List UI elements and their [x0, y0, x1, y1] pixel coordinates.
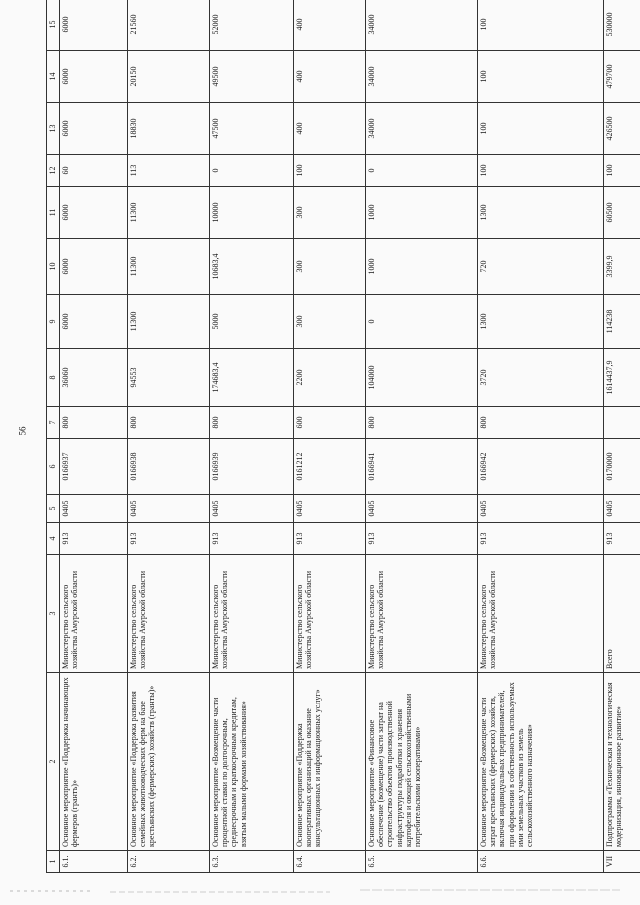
- value-cell: 100: [478, 0, 604, 51]
- header-cell: 7: [47, 407, 60, 439]
- value-cell: 6000: [60, 0, 128, 51]
- value-cell: 800: [478, 407, 604, 439]
- value-cell: 174683,4: [210, 349, 294, 407]
- value-cell: 10683,4: [210, 239, 294, 295]
- value-cell: 6000: [60, 239, 128, 295]
- agency-cell: Министерство сельского хозяйства Амурской области: [128, 555, 210, 673]
- value-cell: 1000: [366, 187, 478, 239]
- activity-name-cell: Основное мероприятие «Поддержка кооперативных организаций на оказание консультационных и информационных услуг»: [294, 673, 366, 851]
- header-cell: 8: [47, 349, 60, 407]
- value-cell: 114238: [604, 295, 640, 349]
- table-row: [478, 0, 604, 873]
- activity-name-cell: Основное мероприятие «Финансовое обеспечение (возмещение) части затрат на строительство объектов производственной инфраструктуры подработки и хранения картофеля и овощей сельскохозяйственными потребительскими кооперативами»: [366, 673, 478, 851]
- value-cell: 1000: [366, 239, 478, 295]
- value-cell: 113: [128, 155, 210, 187]
- table-row: [128, 0, 210, 873]
- value-cell: 913: [366, 523, 478, 555]
- value-cell: 20150: [128, 51, 210, 103]
- value-cell: 0405: [366, 495, 478, 523]
- value-cell: 0170000: [604, 439, 640, 495]
- header-cell: 14: [47, 51, 60, 103]
- value-cell: 400: [294, 0, 366, 51]
- activity-name-cell: Основное мероприятие «Возмещение части затрат крестьянских (фермерских) хозяйств, включая индивидуальных предпринимателей, при оформлении в собственность используемых ими земельных участков из земель сельскохозяйственного назначения»: [478, 673, 604, 851]
- table-body: [60, 0, 640, 873]
- value-cell: 0166939: [210, 439, 294, 495]
- value-cell: 300: [294, 295, 366, 349]
- table-row: [60, 0, 128, 873]
- header-cell: 9: [47, 295, 60, 349]
- agency-cell: Министерство сельского хозяйства Амурской области: [60, 555, 128, 673]
- value-cell: 52000: [210, 0, 294, 51]
- header-cell: 2: [47, 673, 60, 851]
- header-cell: 12: [47, 155, 60, 187]
- value-cell: 530000: [604, 0, 640, 51]
- agency-cell: Министерство сельского хозяйства Амурской области: [366, 555, 478, 673]
- agency-cell: Министерство сельского хозяйства Амурской области: [478, 555, 604, 673]
- value-cell: 0405: [604, 495, 640, 523]
- value-cell: 0166937: [60, 439, 128, 495]
- table-row: [294, 0, 366, 873]
- agency-cell: Министерство сельского хозяйства Амурской области: [294, 555, 366, 673]
- value-cell: 47500: [210, 103, 294, 155]
- scan-artifacts: [0, 885, 640, 897]
- value-cell: 800: [366, 407, 478, 439]
- table-row: [366, 0, 478, 873]
- value-cell: 800: [60, 407, 128, 439]
- value-cell: 11300: [128, 187, 210, 239]
- value-cell: [604, 407, 640, 439]
- value-cell: 300: [294, 187, 366, 239]
- value-cell: 800: [210, 407, 294, 439]
- value-cell: 0: [366, 155, 478, 187]
- value-cell: 6000: [60, 51, 128, 103]
- value-cell: 100: [294, 155, 366, 187]
- value-cell: 600: [294, 407, 366, 439]
- row-number-cell: 6.2.: [128, 851, 210, 873]
- value-cell: 913: [210, 523, 294, 555]
- value-cell: 49500: [210, 51, 294, 103]
- value-cell: 426500: [604, 103, 640, 155]
- rotated-table-container: [46, 12, 634, 873]
- header-cell: 4: [47, 523, 60, 555]
- value-cell: 6000: [60, 103, 128, 155]
- value-cell: 10000: [210, 187, 294, 239]
- value-cell: 479700: [604, 51, 640, 103]
- activity-name-cell: Основное мероприятие «Возмещение части процентной ставки по долгосрочным, среднесрочным и краткосрочным кредитам, взятым малыми формами хозяйствования»: [210, 673, 294, 851]
- value-cell: 300: [294, 239, 366, 295]
- value-cell: 913: [60, 523, 128, 555]
- activity-name-cell: Основное мероприятие «Поддержка начинающих фермеров (грантъ)»: [60, 673, 128, 851]
- value-cell: 800: [128, 407, 210, 439]
- value-cell: 0: [366, 295, 478, 349]
- value-cell: 34000: [366, 0, 478, 51]
- value-cell: 913: [294, 523, 366, 555]
- budget-table: [46, 0, 640, 873]
- header-cell: 5: [47, 495, 60, 523]
- value-cell: 2200: [294, 349, 366, 407]
- value-cell: 3720: [478, 349, 604, 407]
- value-cell: 94553: [128, 349, 210, 407]
- value-cell: 21560: [128, 0, 210, 51]
- value-cell: 3399,9: [604, 239, 640, 295]
- value-cell: 11300: [128, 239, 210, 295]
- value-cell: 720: [478, 239, 604, 295]
- value-cell: 0161212: [294, 439, 366, 495]
- value-cell: 0166942: [478, 439, 604, 495]
- value-cell: 0405: [210, 495, 294, 523]
- value-cell: 0: [210, 155, 294, 187]
- row-number-cell: 6.1.: [60, 851, 128, 873]
- value-cell: 60500: [604, 187, 640, 239]
- page-number: 56: [17, 426, 28, 436]
- header-cell: 3: [47, 555, 60, 673]
- value-cell: 0405: [128, 495, 210, 523]
- value-cell: 11300: [128, 295, 210, 349]
- row-number-cell: 6.6.: [478, 851, 604, 873]
- header-cell: 10: [47, 239, 60, 295]
- value-cell: 6000: [60, 187, 128, 239]
- header-cell: 15: [47, 0, 60, 51]
- header-cell: 6: [47, 439, 60, 495]
- value-cell: 400: [294, 103, 366, 155]
- value-cell: 1300: [478, 187, 604, 239]
- table-row: [604, 0, 640, 873]
- value-cell: 104000: [366, 349, 478, 407]
- activity-name-cell: Основное мероприятие «Поддержка развития семейных животноводческих ферм на базе крестьянских (фермерских) хозяйств (гранты)»: [128, 673, 210, 851]
- row-number-cell: 6.5.: [366, 851, 478, 873]
- value-cell: 1300: [478, 295, 604, 349]
- value-cell: 913: [604, 523, 640, 555]
- agency-cell: Всего: [604, 555, 640, 673]
- value-cell: 0405: [294, 495, 366, 523]
- header-cell: 1: [47, 851, 60, 873]
- header-cell: 13: [47, 103, 60, 155]
- row-number-cell: 6.3.: [210, 851, 294, 873]
- value-cell: 18830: [128, 103, 210, 155]
- value-cell: 913: [478, 523, 604, 555]
- row-number-cell: VII: [604, 851, 640, 873]
- value-cell: 1614437,9: [604, 349, 640, 407]
- agency-cell: Министерство сельского хозяйства Амурской области: [210, 555, 294, 673]
- value-cell: 0405: [478, 495, 604, 523]
- value-cell: 34000: [366, 51, 478, 103]
- header-row: [47, 0, 60, 873]
- value-cell: 100: [478, 155, 604, 187]
- activity-name-cell: Подпрограмма «Техническая и технологическая модернизация, инновационное развитие»: [604, 673, 640, 851]
- header-cell: 11: [47, 187, 60, 239]
- value-cell: 60: [60, 155, 128, 187]
- value-cell: 0166938: [128, 439, 210, 495]
- value-cell: 100: [604, 155, 640, 187]
- value-cell: 6000: [60, 295, 128, 349]
- row-number-cell: 6.4.: [294, 851, 366, 873]
- value-cell: 5000: [210, 295, 294, 349]
- table-row: [210, 0, 294, 873]
- value-cell: 400: [294, 51, 366, 103]
- value-cell: 913: [128, 523, 210, 555]
- value-cell: 100: [478, 103, 604, 155]
- value-cell: 100: [478, 51, 604, 103]
- value-cell: 0405: [60, 495, 128, 523]
- value-cell: 36060: [60, 349, 128, 407]
- value-cell: 34000: [366, 103, 478, 155]
- value-cell: 0166941: [366, 439, 478, 495]
